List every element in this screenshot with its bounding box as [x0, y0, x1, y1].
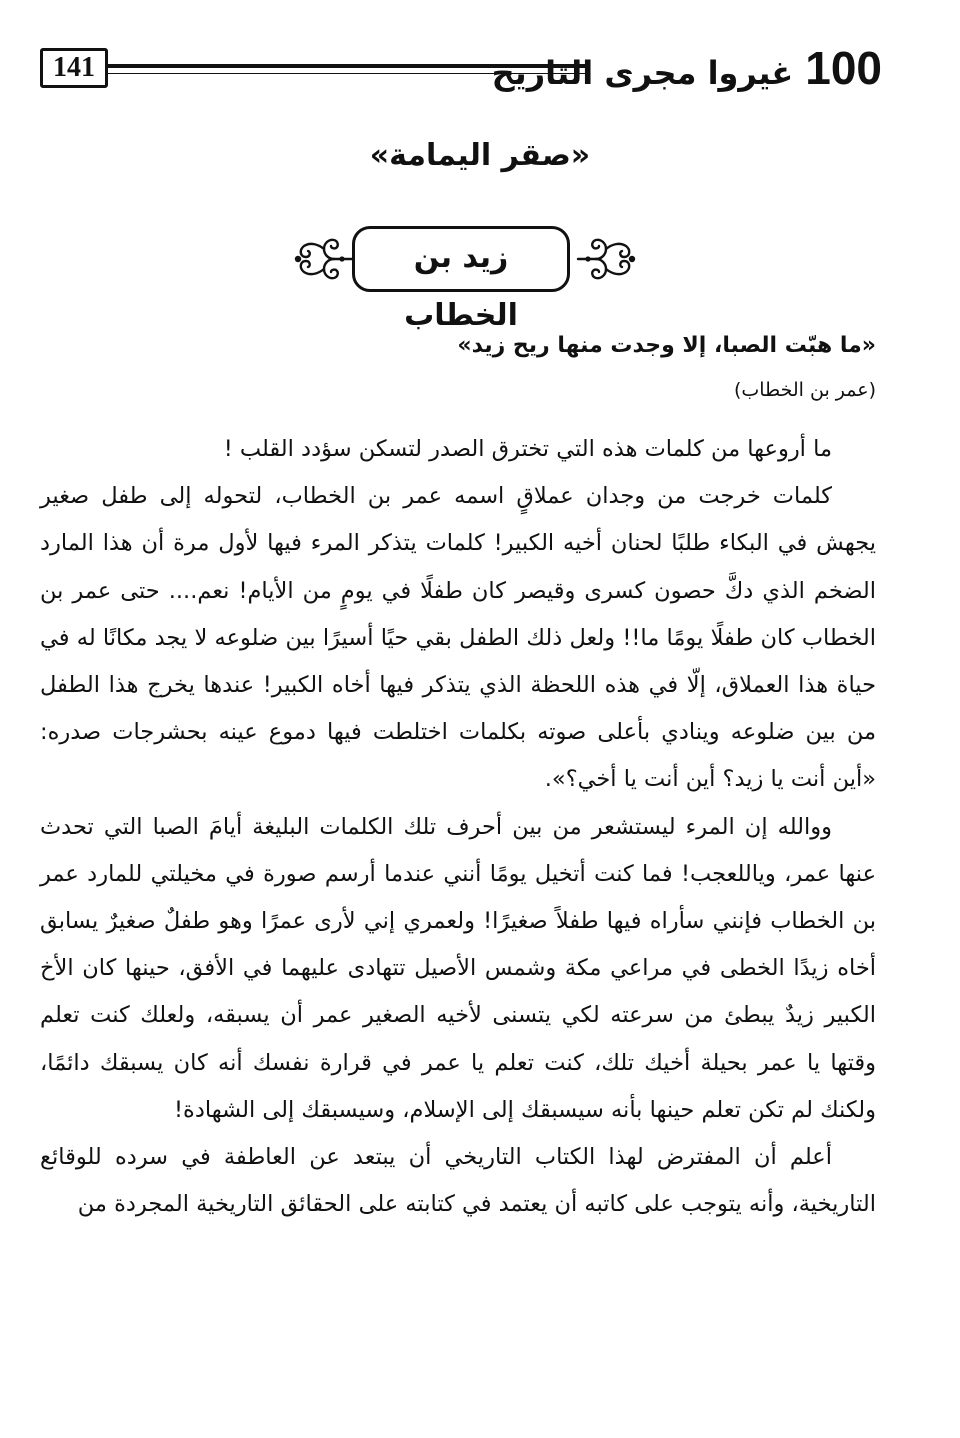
epigraph-attribution: (عمر بن الخطاب): [733, 379, 876, 401]
book-title: [492, 40, 882, 101]
paragraph: أعلم أن المفترض لهذا الكتاب التاريخي أن يبتعد عن العاطفة في سرده للوقائع التاريخية، وأنه يتوجب على كاتبه أن يعتمد في كتابته على الحقائق التاريخية المجردة من: [40, 1144, 876, 1218]
ornament-icon: [294, 226, 354, 292]
epigraph-quote: «ما هبّت الصبا، إلا وجدت منها ريح زيد»: [457, 333, 876, 358]
paragraph: ما أروعها من كلمات هذه التي تخترق الصدر لتسكن سؤدد القلب !: [223, 436, 832, 462]
body-text: [40, 426, 876, 1228]
page-number: 141: [40, 48, 108, 88]
chapter-title-frame: [300, 222, 630, 333]
ornament-icon: [576, 226, 636, 292]
paragraph: كلمات خرجت من وجدان عملاقٍ اسمه عمر بن الخطاب، لتحوله إلى طفل صغير يجهش في البكاء طلبًا لحنان أخيه الكبير! كلمات يتذكر المرء فيها لأول مرة أن هذا المارد الضخم الذي دكَّ حصون كسرى وقيصر كان طفلًا في يومٍ من الأيام! نعم.... حتى عمر بن الخطاب كان طفلًا يومًا ما!! ولعل ذلك الطفل بقي حيًا أسيرًا بين ضلوعه لا يجد مكانًا له في حياة هذا العملاق، إلّا في هذه اللحظة الذي يتذكر فيها أخاه الكبير! عندها يخرج هذا الطفل من بين ضلوعه وينادي بأعلى صوته بكلمات اختلطت فيها دموع عينه بحشرجات صدره: «أين أنت يا زيد؟ أين أنت يا أخي؟».: [40, 483, 876, 793]
chapter-subtitle: «صقر اليمامة»: [369, 138, 591, 173]
paragraph: ووالله إن المرء ليستشعر من بين أحرف تلك الكلمات البليغة أيامَ الصبا التي تحدث عنها عمر، وياللعجب! فما كنت أتخيل يومًا أنني عندما أرسم صورة في مخيلتي للمارد عمر بن الخطاب فإنني سأراه فيها طفلاً صغيرًا! ولعمري إني لأرى عمرًا وهو طفلٌ صغيرٌ يسابق أخاه زيدًا الخطى في مراعي مكة وشمس الأصيل تتهادى عليهما في الأفق، حينها كان الأخ الكبير زيدٌ يبطئ من سرعته لكي يتسنى لأخيه الصغير عمر أن يسبقه، ولعلك كنت تعلم وقتها يا عمر بحيلة أخيك تلك، كنت تعلم يا عمر في قرارة نفسك أنه كان يسبقك دائمًا، ولكنك لم تكن تعلم حينها بأنه سيسبقك إلى الإسلام، وسيسبقك إلى الشهادة!: [40, 813, 876, 1123]
book-title-text: غيروا مجرى التاريخ: [491, 54, 794, 92]
running-header: [40, 40, 882, 100]
book-title-number: 100: [805, 42, 882, 94]
chapter-title: زيد بن الخطاب: [352, 226, 570, 292]
epigraph: [40, 326, 876, 408]
